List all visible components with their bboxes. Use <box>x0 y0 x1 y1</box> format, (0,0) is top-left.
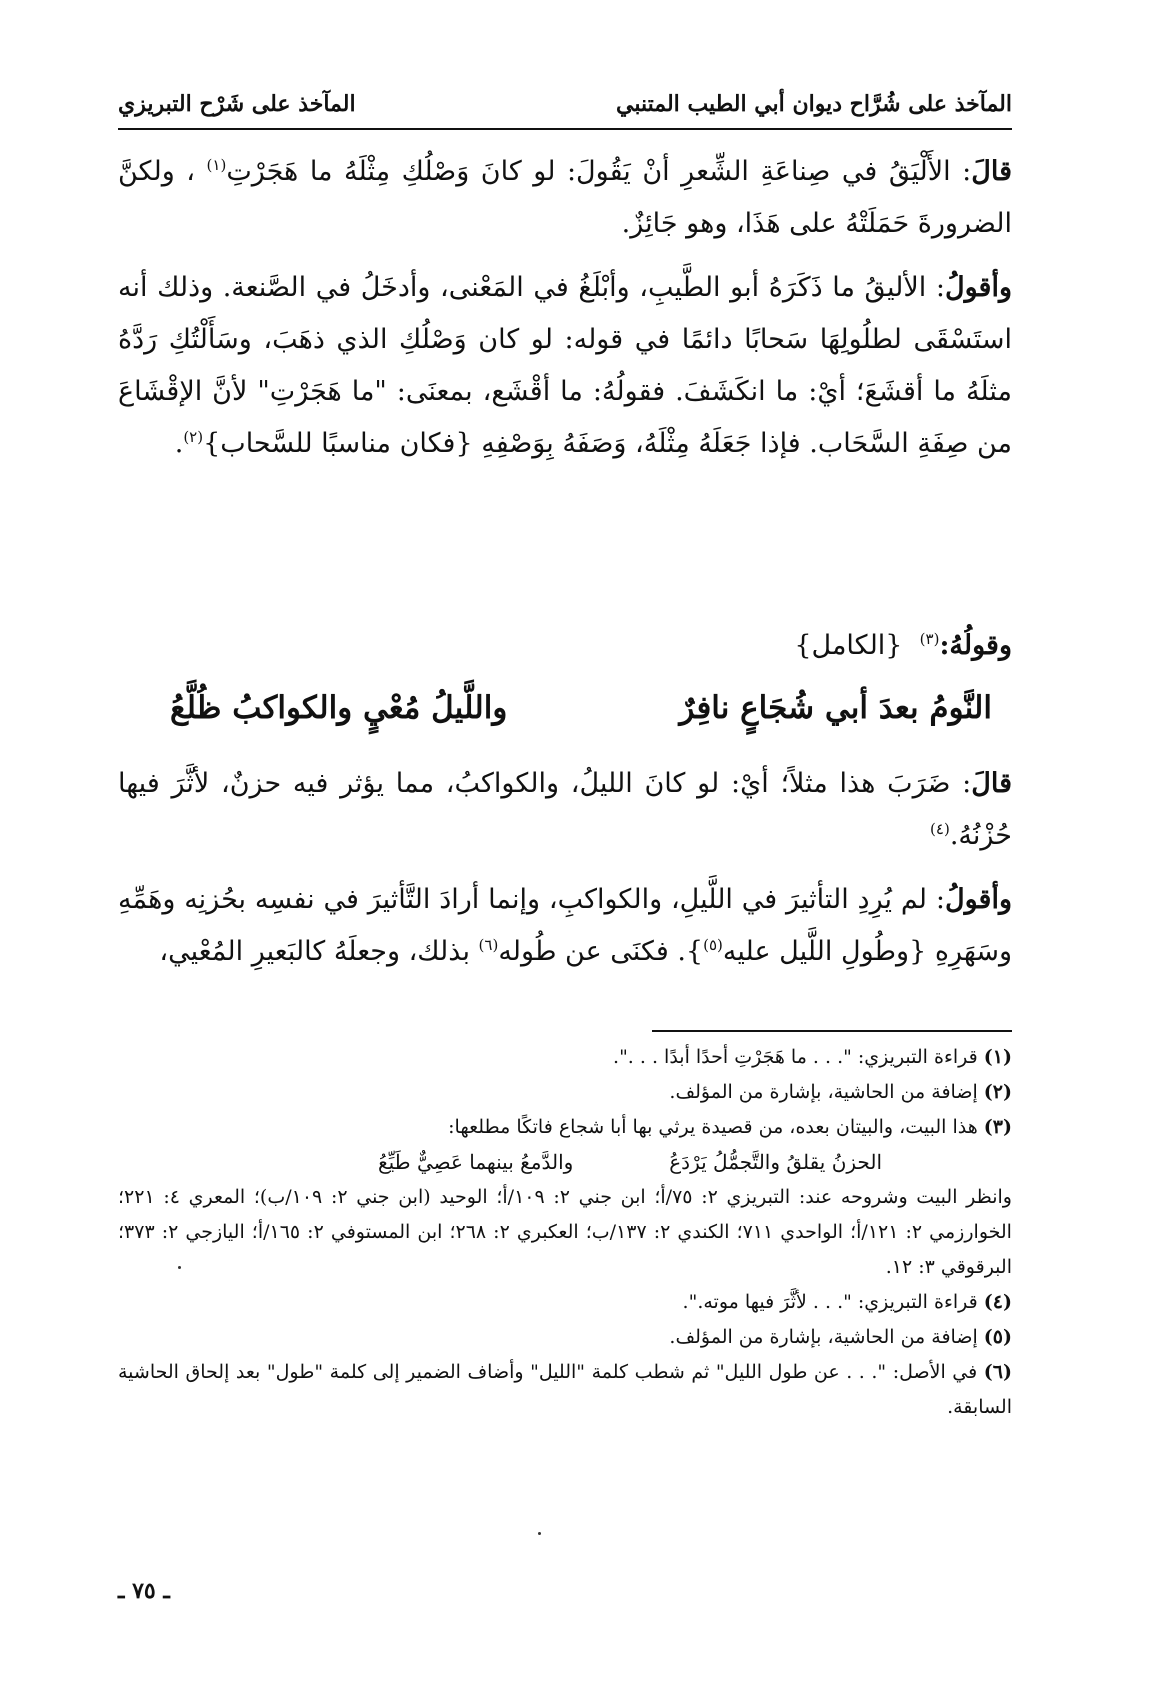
footnote-1 <box>118 1040 1012 1075</box>
footnote-ref: (٦) <box>478 936 499 954</box>
footnote-ref: (٥) <box>703 936 723 954</box>
poem-verse <box>170 690 992 726</box>
footnote-ref: (١) <box>206 156 227 174</box>
footnote-text: في الأصل: ". . . عن طول الليل" ثم شطب كلمة "الليل" وأضاف الضمير إلى كلمة "طول" بعد إلحاق الحاشية السابقة. <box>118 1361 1012 1418</box>
footnote-verse <box>118 1145 1012 1180</box>
footnote-2 <box>118 1075 1012 1110</box>
footnote-separator <box>652 1030 1012 1032</box>
page-number: ـ ٧٥ ـ <box>118 1578 170 1604</box>
stray-dot <box>178 1266 181 1269</box>
footnote-ref: (٢) <box>183 428 204 446</box>
body-section-2 <box>118 758 1012 990</box>
footnote-ref: (٣) <box>919 630 940 648</box>
paragraph-lead: وأقولُ <box>944 272 1012 303</box>
footnote-4 <box>118 1285 1012 1320</box>
paragraph-text: : لم يُرِدِ التأثيرَ في اللَّيلِ، والكواكبِ، وإنما أرادَ التَّأثيرَ في نفسِه بحُزنِه وهَمِّهِ وسَهَرِهِ {وطُولِ اللَّيل عليه <box>118 884 1012 967</box>
footnote-number: (١) <box>983 1046 1012 1068</box>
verse-intro-lead: وقولُهُ: <box>939 630 1012 661</box>
footnote-ref: (٤) <box>930 820 950 838</box>
paragraph-qala-1 <box>118 146 1012 250</box>
paragraph-qala-2 <box>118 758 1012 862</box>
stray-dot <box>538 1532 541 1535</box>
paragraph-lead: قالَ <box>971 768 1012 799</box>
footnote-text: إضافة من الحاشية، بإشارة من المؤلف. <box>669 1326 978 1348</box>
footnote-6 <box>118 1355 1012 1425</box>
running-header <box>118 82 1012 126</box>
footnote-number: (٣) <box>983 1116 1012 1138</box>
paragraph-lead: قالَ <box>971 156 1013 187</box>
paragraph-text: : ضَرَبَ هذا مثلاً؛ أيْ: لو كانَ الليلُ، والكواكبُ، مما يؤثر فيه حزنٌ، لأثَّرَ فيها حُزْنُهُ. <box>118 768 1012 851</box>
header-rule <box>118 128 1012 130</box>
footnotes <box>118 1040 1012 1425</box>
footnote-text: قراءة التبريزي: ". . . لأثَّرَ فيها موته.". <box>682 1291 978 1313</box>
footnote-5 <box>118 1320 1012 1355</box>
footnote-verse-second-hemistich: والدَّمعُ بينهما عَصِيٌّ طَيِّعُ <box>378 1150 574 1174</box>
paragraph-text-rest: }. فكنَى عن طُوله <box>498 936 704 967</box>
paragraph-text: : الأليقُ ما ذَكَرَهُ أبو الطَّيبِ، وأبْلَغُ في المَعْنى، وأدخَلُ في الصَّنعة. وذلك أنه استَسْقَى لطلُولِهَا سَحابًا دائمًا في قوله: لو كان وَصْلُكِ الذي ذهَبَ، وسَأَلْتُكِ رَدَّهُ مثلَهُ ما أقشَعَ؛ أيْ: ما انكَشَفَ. فقولُهُ: ما أقْشَع، بمعنَى: "ما هَجَرْتِ" لأنَّ الإقْشَاعَ من صِفَةِ السَّحَاب. فإذا جَعَلَهُ مِثْلَهُ، وَصَفَهُ بِوَصْفِهِ {فكان مناسبًا للسَّحاب} <box>118 272 1012 459</box>
paragraph-text-rest: بذلك، وجعلَهُ كالبَعيرِ المُعْيي، <box>159 936 479 967</box>
paragraph-lead: وأقولُ <box>944 884 1012 915</box>
footnote-number: (٥) <box>983 1326 1012 1348</box>
header-section-title: المآخذ على شَرْح التبريزي <box>118 91 356 117</box>
paragraph-text-rest: . <box>174 428 184 459</box>
body-section-1 <box>118 146 1012 482</box>
header-book-title: المآخذ على شُرَّاح ديوان أبي الطيب المتنبي <box>616 91 1012 117</box>
footnote-text: قراءة التبريزي: ". . . ما هَجَرْتِ أحدًا أبدًا . . .". <box>613 1046 978 1068</box>
footnote-3 <box>118 1110 1012 1145</box>
verse-intro <box>794 630 1012 661</box>
paragraph-aqulu-2 <box>118 874 1012 978</box>
footnote-sources: وانظر البيت وشروحه عند: التبريزي ٢: ٧٥/أ؛ ابن جني ٢: ١٠٩/أ؛ الوحيد (ابن جني ٢: ١٠٩/ب)؛ المعري ٤: ٢٢١؛ الخوارزمي ٢: ١٢١/أ؛ الواحدي ٧١١؛ الكندي ٢: ١٣٧/ب؛ العكبري ٢: ٢٦٨؛ ابن المستوفي ٢: ١٦٥/أ؛ اليازجي ٢: ٣٧٣؛ البرقوقي ٣: ١٢. <box>118 1186 1012 1278</box>
footnote-verse-first-hemistich: الحزنُ يقلقُ والتَّجمُّلُ يَرْدَعُ <box>669 1150 882 1174</box>
paragraph-aqulu-1 <box>118 262 1012 470</box>
footnote-number: (٢) <box>983 1081 1012 1103</box>
paragraph-text-rest: ، ولكنَّ الضرورةَ حَمَلَتْهُ على هَذَا، وهو جَائِزٌ. <box>118 156 1012 239</box>
footnote-number: (٤) <box>983 1291 1012 1313</box>
paragraph-text: : الأَلْيَقُ في صِناعَةِ الشِّعرِ أنْ يَقُولَ: لو كانَ وَصْلُكِ مِثْلَهُ ما هَجَرْتِ <box>226 156 972 187</box>
footnote-text: إضافة من الحاشية، بإشارة من المؤلف. <box>669 1081 978 1103</box>
verse-second-hemistich: واللَّيلُ مُعْيٍ والكواكبُ ظُلَّعُ <box>170 690 508 726</box>
verse-meter: {الكامل} <box>794 630 903 661</box>
footnote-text: هذا البيت، والبيتان بعده، من قصيدة يرثي بها أبا شجاع فاتكًا مطلعها: <box>448 1116 978 1138</box>
footnote-number: (٦) <box>983 1361 1012 1383</box>
verse-first-hemistich: النَّومُ بعدَ أبي شُجَاعٍ نافِرٌ <box>679 690 992 726</box>
